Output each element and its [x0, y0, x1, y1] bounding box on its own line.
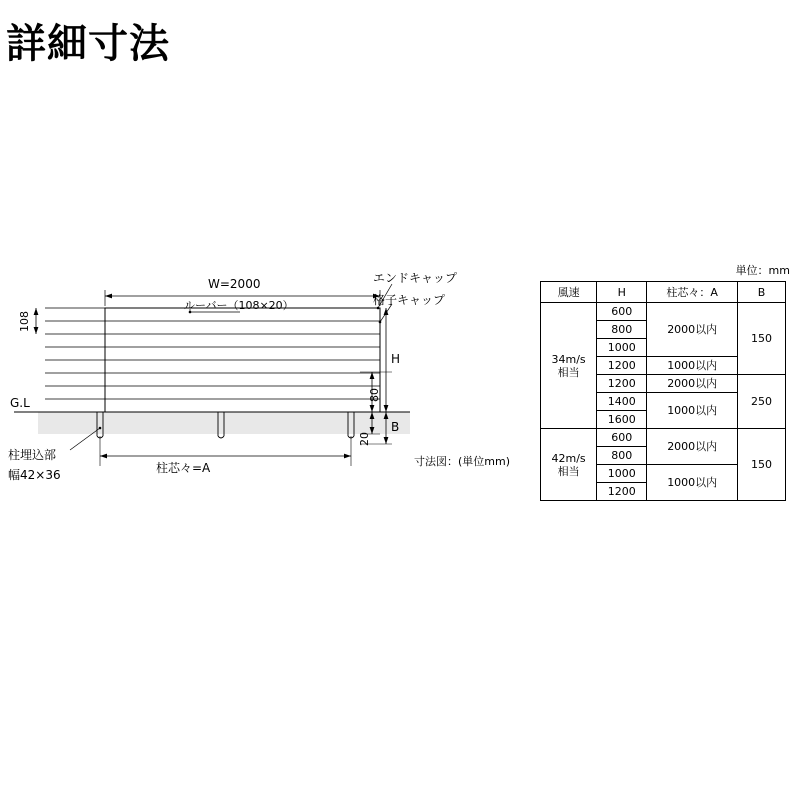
label-lattice-cap: 格子キャップ [373, 293, 446, 307]
page-title: 詳細寸法 [6, 21, 170, 67]
cell-h: 1200 [597, 357, 647, 375]
cell-h: 1200 [597, 483, 647, 501]
cell-a: 2000以内 [647, 429, 738, 465]
label-ground-line: G.L [10, 396, 30, 410]
cell-a: 1000以内 [647, 357, 738, 375]
label-louver: ルーバー（108×20） [184, 299, 294, 312]
label-post-embed-1: 柱埋込部 [8, 448, 57, 462]
cell-h: 1000 [597, 339, 647, 357]
table-header-row [541, 282, 786, 303]
header-h: H [597, 282, 647, 303]
spec-table-wrap [540, 262, 792, 501]
cell-a: 2000以内 [647, 375, 738, 393]
wind-42-main: 42m/s [551, 451, 586, 465]
label-dim-80: 80 [368, 388, 381, 402]
unit-note: 単位：mm [735, 264, 790, 277]
wind-34-main: 34m/s [551, 352, 586, 366]
label-dim-B: B [391, 420, 400, 434]
table-row [541, 303, 786, 321]
spec-table [540, 281, 786, 501]
cell-h: 1000 [597, 465, 647, 483]
cell-h: 1200 [597, 375, 647, 393]
cell-h: 1400 [597, 393, 647, 411]
cell-b: 150 [737, 429, 785, 501]
header-wind: 風速 [541, 282, 597, 303]
cell-h: 800 [597, 447, 647, 465]
label-caption: 寸法図：(単位mm) [414, 455, 511, 468]
wind-42-sub: 相当 [557, 464, 580, 478]
cell-a: 1000以内 [647, 393, 738, 429]
cell-wind-34 [541, 303, 597, 429]
label-end-cap: エンドキャップ [373, 271, 458, 285]
cell-a: 2000以内 [647, 303, 738, 357]
table-row [541, 429, 786, 447]
label-dim-108: 108 [18, 311, 31, 332]
wind-34-sub: 相当 [557, 365, 580, 379]
cell-h: 600 [597, 303, 647, 321]
cell-b: 150 [737, 303, 785, 375]
label-post-embed-2: 幅42×36 [8, 468, 61, 482]
cell-b: 250 [737, 375, 785, 429]
label-pitch: 柱芯々=A [156, 461, 211, 475]
cell-h: 600 [597, 429, 647, 447]
cell-wind-42 [541, 429, 597, 501]
label-dim-20: 20 [358, 432, 371, 446]
cell-a: 1000以内 [647, 465, 738, 501]
header-a: 柱芯々：A [647, 282, 738, 303]
label-dim-H: H [391, 352, 401, 366]
cell-h: 800 [597, 321, 647, 339]
dimension-drawing [0, 250, 540, 520]
label-width: W=2000 [208, 277, 261, 291]
header-b: B [737, 282, 785, 303]
cell-h: 1600 [597, 411, 647, 429]
